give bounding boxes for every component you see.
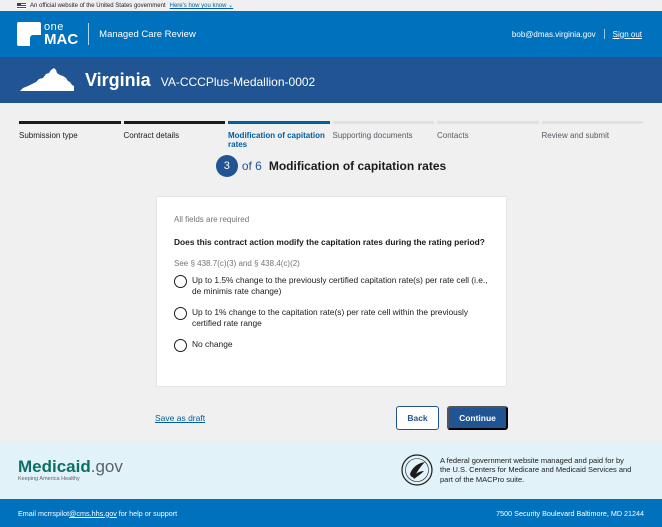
progress-stepper bbox=[0, 121, 662, 149]
step-label: Submission type bbox=[19, 131, 78, 140]
support-email-link[interactable]: @cms.hhs.gov bbox=[69, 508, 117, 518]
step-bar bbox=[542, 121, 644, 124]
heres-how-you-know-label: Here's how you know bbox=[169, 3, 227, 9]
support-prefix: Email bbox=[18, 508, 38, 518]
logo-one: one bbox=[44, 20, 64, 33]
step-contacts bbox=[437, 121, 539, 149]
us-flag-icon bbox=[17, 3, 26, 9]
step-label: Review and submit bbox=[541, 131, 610, 140]
radio-option-1-5-percent[interactable] bbox=[174, 275, 489, 297]
question-label: Does this contract action modify the capitation rates during the rating period? bbox=[174, 237, 485, 247]
step-number-badge: 3 bbox=[216, 155, 238, 177]
header-separator bbox=[604, 29, 605, 39]
radio-label[interactable]: Up to 1.5% change to the previously certified capitation rate(s) per rate cell (i.e., de minimis rate change) bbox=[192, 274, 488, 296]
step-review-and-submit bbox=[542, 121, 644, 149]
form-card bbox=[156, 196, 507, 387]
heres-how-you-know-link[interactable] bbox=[170, 2, 234, 9]
logo-text bbox=[44, 22, 78, 47]
user-menu bbox=[512, 29, 642, 39]
radio-label[interactable]: No change bbox=[192, 338, 233, 349]
submission-id: VA-CCCPlus-Medallion-0002 bbox=[160, 75, 316, 89]
medicaid-tagline: Keeping America Healthy bbox=[18, 475, 80, 482]
support-suffix: for help or support bbox=[116, 508, 178, 518]
radio-button[interactable] bbox=[174, 275, 187, 288]
state-name: Virginia bbox=[85, 69, 151, 90]
step-bar bbox=[124, 121, 226, 124]
logo-mark bbox=[17, 22, 41, 46]
footer-address: 7500 Security Boulevard Baltimore, MD 21244 bbox=[496, 508, 644, 518]
step-submission-type bbox=[19, 121, 121, 149]
radio-button[interactable] bbox=[174, 307, 187, 320]
logo-mac: MAC bbox=[44, 30, 79, 48]
hhs-seal-icon bbox=[401, 454, 433, 486]
virginia-state-icon bbox=[19, 67, 75, 93]
site-header bbox=[0, 11, 662, 57]
medicaid-gov: .gov bbox=[90, 456, 123, 476]
radio-label[interactable]: Up to 1% change to the capitation rate(s) per rate cell within the previously certified rate range bbox=[192, 306, 469, 328]
back-button[interactable]: Back bbox=[396, 406, 439, 430]
state-bar bbox=[0, 57, 662, 103]
radio-button[interactable] bbox=[174, 339, 187, 352]
support-text bbox=[18, 509, 177, 518]
header-divider bbox=[88, 23, 89, 45]
radio-option-no-change[interactable] bbox=[174, 339, 489, 352]
step-bar bbox=[437, 121, 539, 124]
step-supporting-documents bbox=[333, 121, 435, 149]
step-heading bbox=[0, 155, 662, 177]
gov-banner bbox=[0, 0, 662, 11]
user-email: bob@dmas.virginia.gov bbox=[511, 29, 596, 39]
hhs-disclaimer: A federal government website managed and paid for by the U.S. Centers for Medicare and Medicaid Services and part of the MACPro suite. bbox=[440, 455, 632, 484]
step-of-total: of 6 bbox=[241, 159, 262, 173]
sign-out-link[interactable]: Sign out bbox=[612, 29, 642, 39]
onemac-logo-icon[interactable] bbox=[17, 22, 78, 47]
step-label: Supporting documents bbox=[332, 131, 413, 140]
continue-button[interactable]: Continue bbox=[447, 406, 508, 430]
step-modification-of-capitation-rates bbox=[228, 121, 330, 149]
gov-banner-text: An official website of the United States government bbox=[30, 2, 166, 9]
step-label: Contacts bbox=[437, 131, 469, 140]
support-email-user: mcrrspilot bbox=[37, 508, 70, 518]
required-note: All fields are required bbox=[174, 215, 250, 224]
medicaid-word: Medicaid bbox=[18, 456, 91, 476]
medicaid-logo[interactable] bbox=[18, 458, 123, 483]
step-bar bbox=[333, 121, 435, 124]
page-title: Modification of capitation rates bbox=[268, 159, 447, 173]
footer-top bbox=[0, 441, 662, 499]
save-as-draft-link[interactable]: Save as draft bbox=[155, 413, 206, 423]
app-title: Managed Care Review bbox=[99, 28, 196, 40]
hhs-block bbox=[401, 454, 635, 486]
step-bar bbox=[19, 121, 121, 124]
step-label: Modification of capitation rates bbox=[228, 131, 325, 149]
regulation-hint: See § 438.7(c)(3) and § 438.4(c)(2) bbox=[174, 258, 300, 268]
footer-bottom bbox=[0, 499, 662, 527]
step-contract-details bbox=[124, 121, 226, 149]
radio-option-1-percent[interactable] bbox=[174, 307, 489, 329]
step-label: Contract details bbox=[123, 131, 180, 140]
step-bar bbox=[228, 121, 330, 124]
chevron-down-icon: ⌄ bbox=[228, 3, 234, 9]
